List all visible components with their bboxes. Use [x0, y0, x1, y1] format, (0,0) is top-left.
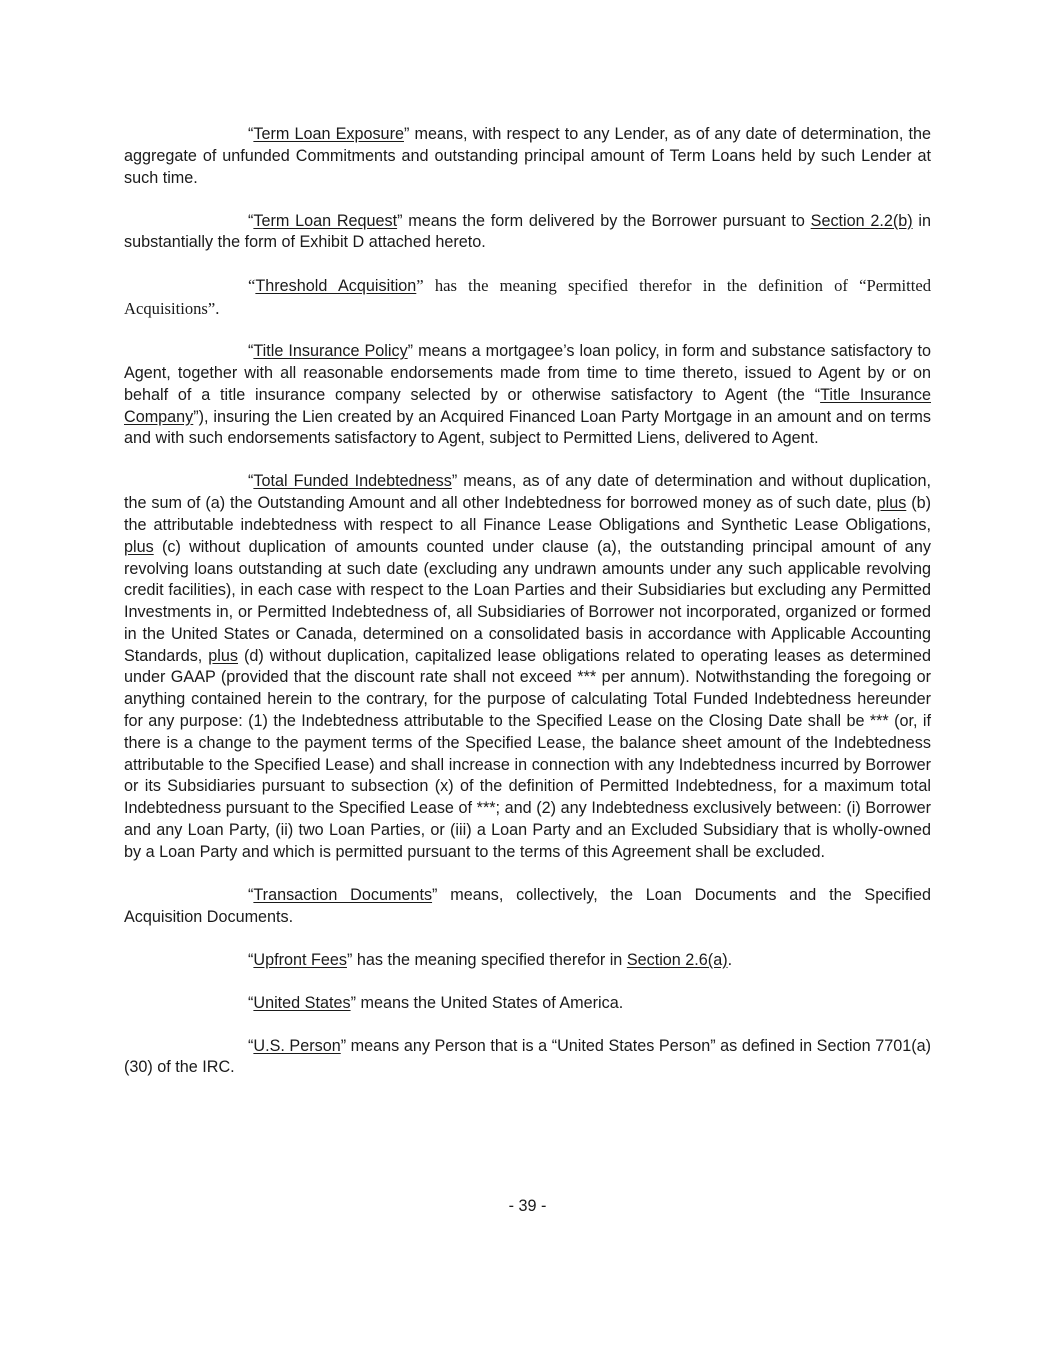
definition-term-loan-request — [124, 211, 931, 255]
open-quote: “ — [248, 125, 254, 143]
definition-united-states — [124, 993, 931, 1015]
open-quote: “ — [248, 950, 254, 969]
definition-text: ” means the United States of America. — [350, 993, 624, 1012]
definition-text: ” means a mortgagee’s loan policy, in form and substance satisfactory to Agent, together with all reasonable endorsements made from time to time thereto, issued to Agent by or on behalf of a title insurance company selected by or otherwise satisfactory to Agent (the “ — [124, 342, 931, 404]
defined-term: Upfront Fees — [253, 950, 347, 969]
section-reference: Section 2.2(b) — [810, 211, 913, 230]
definition-text: ” has the meaning specified therefor in — [346, 950, 627, 969]
defined-term: United States — [253, 993, 351, 1012]
defined-term: Threshold Acquisition — [255, 277, 417, 296]
definition-total-funded-indebtedness — [124, 471, 931, 863]
definition-text: in substantially the form of Exhibit D attached hereto. — [124, 211, 931, 252]
definition-text: ” means, as of any date of determination and without duplication, the sum of (a) the Outstanding Amount and all other Indebtedness for borrowed money as of such date, — [124, 472, 931, 513]
open-quote: “ — [248, 472, 254, 491]
defined-term: Title Insurance Policy — [253, 342, 408, 361]
open-quote: “ — [248, 1036, 254, 1055]
section-reference: Section 2.6(a) — [626, 950, 728, 969]
open-quote: “ — [248, 211, 254, 230]
definition-text: (c) without duplication of amounts counted under clause (a), the outstanding principal amount of any revolving loans outstanding at such date (excluding any undrawn amounts under any such applicable revolving credit facilities), in each case with respect to the Loan Parties and their Subsidiaries but excluding any Permitted Investments in, or Permitted Indebtedness of, all Subsidiaries of Borrower not incorporated, organized or formed in the United States or Canada, determined on a consolidated basis in accordance with Applicable Accounting Standards, — [124, 537, 931, 665]
plus-term: plus — [124, 537, 154, 556]
defined-term: Term Loan Exposure — [253, 125, 404, 143]
definition-text: ” means, with respect to any Lender, as of any date of determination, the aggregate of unfunded Commitments and outstanding principal amount of Term Loans held by such Lender at such time. — [124, 125, 931, 187]
defined-term: Total Funded Indebtedness — [253, 472, 452, 491]
defined-term: Term Loan Request — [253, 211, 398, 230]
defined-term: Transaction Documents — [253, 885, 433, 904]
definition-text: ” has the meaning specified therefor in the definition of “Permitted Acquisitions”. — [124, 276, 931, 319]
definition-transaction-documents — [124, 885, 931, 929]
definition-text: (d) without duplication, capitalized lease obligations related to operating leases as determined under GAAP (provided that the discount rate shall not exceed *** per annum). Notwithstanding the foregoing or anything contained herein to the contrary, for the purpose of calculating Total Funded Indebtedness hereunder for any purpose: (1) the Indebtedness attributable to the Specified Lease on the Closing Date shall be *** (or, if there is a change to the payment terms of the Specified Lease, the balance sheet amount of the Indebtedness attributable to the Specified Lease) and shall increase in connection with any Indebtedness incurred by Borrower or its Subsidiaries pursuant to subsection (x) of the definition of Permitted Indebtedness, for a maximum total Indebtedness pursuant to the Specified Lease of ***; and (2) any Indebtedness exclusively between: (i) Borrower and any Loan Party, (ii) two Loan Parties, or (iii) a Loan Party and an Excluded Subsidiary that is wholly-owned by a Loan Party and which is permitted pursuant to the terms of this Agreement shall be excluded. — [124, 646, 931, 861]
open-quote: “ — [248, 993, 254, 1012]
plus-term: plus — [876, 494, 907, 513]
definition-text: (b) the attributable indebtedness with respect to all Finance Lease Obligations and Synthetic Lease Obligations, — [124, 494, 931, 534]
document-page — [124, 124, 931, 1100]
defined-term: U.S. Person — [253, 1036, 341, 1055]
definition-us-person — [124, 1036, 931, 1080]
open-quote: “ — [248, 276, 256, 296]
definition-term-loan-exposure — [124, 124, 931, 189]
definition-text: ” means any Person that is a “United States Person” as defined in Section 7701(a)(30) of the IRC. — [124, 1036, 931, 1077]
definition-title-insurance-policy — [124, 341, 931, 450]
open-quote: “ — [248, 885, 254, 904]
definition-text: ”), insuring the Lien created by an Acquired Financed Loan Party Mortgage in an amount and on terms and with such endorsements satisfactory to Agent, subject to Permitted Liens, delivered to Agent. — [124, 407, 931, 448]
plus-term: plus — [208, 646, 238, 665]
inner-defined-term: Title Insurance Company — [124, 385, 931, 426]
definition-text: ” means the form delivered by the Borrower pursuant to — [397, 211, 811, 230]
definition-upfront-fees — [124, 950, 931, 972]
definition-text: . — [727, 950, 733, 969]
definition-threshold-acquisition — [124, 275, 931, 320]
open-quote: “ — [248, 342, 254, 361]
definition-text: ” means, collectively, the Loan Documents and the Specified Acquisition Documents. — [124, 885, 931, 926]
page-number: - 39 - — [508, 1197, 547, 1215]
